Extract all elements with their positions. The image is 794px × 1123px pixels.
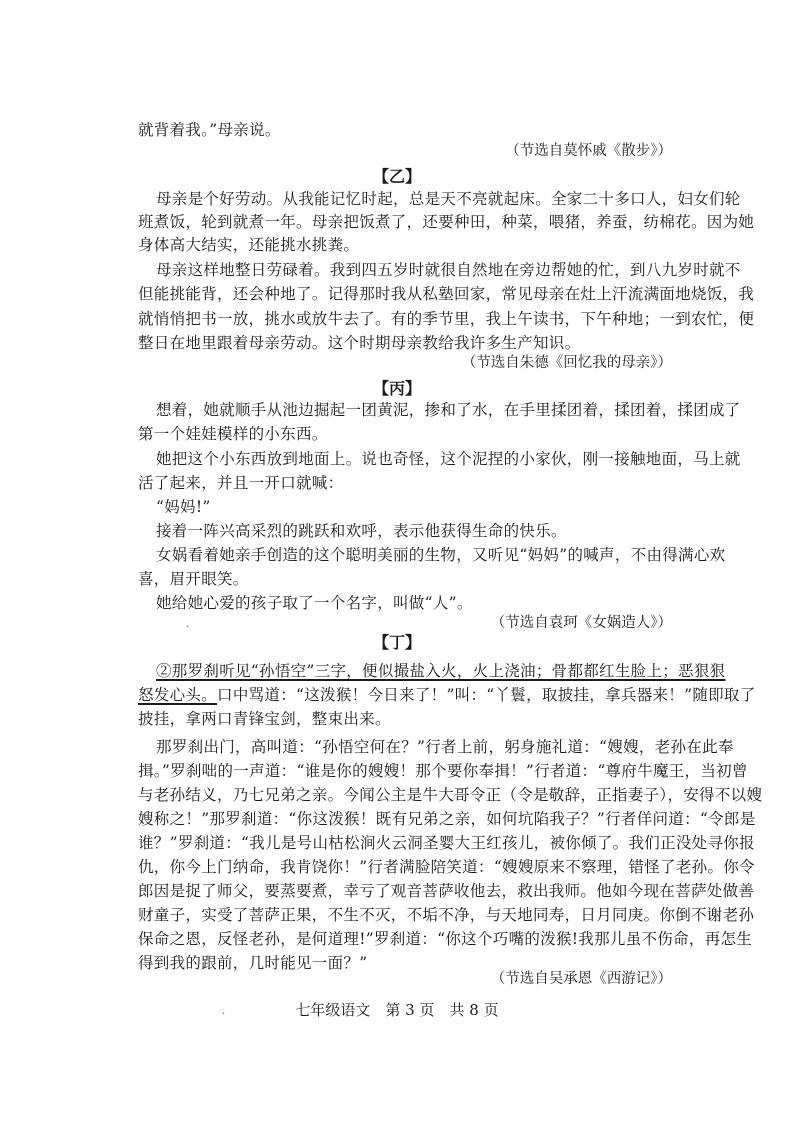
ding-line-4: 那罗刹出门，高叫道：“孙悟空何在？”行者上前，躬身施礼道：“嫂嫂，老孙在此奉 <box>156 738 734 756</box>
ding-line-3: 披挂，拿两口青锋宝剑，整束出来。 <box>138 710 391 728</box>
yi-line-6: 就悄悄把书一放，挑水或放牛去了。有的季节里，我上午读书，下午种地；一到农忙，便 <box>138 310 755 328</box>
bing-heading: 【丙】 <box>372 379 421 398</box>
ding-line-6: 与老孙结义，乃七兄弟之亲。今闻公主是牛大哥令正（令是敬辞，正指妻子），安得不以嫂 <box>138 786 763 804</box>
ding-line-12: 保命之恩，反怪老孙，是何道理!”罗刹道：“你这个巧嘴的泼猴!我那儿虽不伤命，再怎生 <box>138 930 753 948</box>
bing-line-4: 活了起来，并且一开口就喊： <box>138 474 344 492</box>
footer-speck: . <box>222 1006 226 1017</box>
bing-line-6: 接着一阵兴高采烈的跳跃和欢呼，表示他获得生命的快乐。 <box>156 522 567 540</box>
ding-line-11: 财童子，实受了菩萨正果，不生不灭，不垢不净，与天地同寿，日月同庚。你倒不谢老孙 <box>138 906 755 924</box>
yi-line-4: 母亲这样地整日劳碌着。我到四五岁时就很自然地在旁边帮她的忙，到八九岁时就不 <box>156 261 741 279</box>
yi-line-5: 但能挑能背，还会种地了。记得那时我从私塾回家，常见母亲在灶上汗流满面地烧饭，我 <box>138 285 755 303</box>
bing-line-2: 第一个娃娃模样的小东西。 <box>138 425 328 443</box>
ding-underlined-line-1: ②那罗刹听见“孙悟空”三字，便似撮盐入火，火上浇油；骨都都红生脸上；恶狠狠 <box>156 662 726 680</box>
ding-line-7: 嫂称之！”那罗刹道：“你这泼猴！既有兄弟之亲，如何坑陷我子？”行者佯问道：“令郎是 <box>138 810 756 828</box>
yi-line-3: 身体高大结实，还能挑水挑粪。 <box>138 236 360 254</box>
bing-line-7: 女娲看着她亲手创造的这个聪明美丽的生物，又听见“妈妈”的喊声，不由得满心欢 <box>156 546 726 564</box>
yi-line-2: 班煮饭，轮到就煮一年。母亲把饭煮了，还要种田，种菜，喂猪，养蚕，纺棉花。因为她 <box>138 213 755 231</box>
ding-heading: 【丁】 <box>372 633 421 652</box>
ding-underlined-phrase: 怒发心头。 <box>138 686 218 704</box>
yi-heading: 【乙】 <box>372 167 421 186</box>
bing-line-8: 喜，眉开眼笑。 <box>138 570 249 588</box>
ding-line-13: 得到我的跟前，几时能见一面？” <box>138 954 368 972</box>
page-footer: 七年级语文 第 3 页 共 8 页 <box>295 1001 499 1019</box>
yi-line-7: 整日在地里跟着母亲劳动。这个时期母亲教给我许多生产知识。 <box>138 334 581 352</box>
ding-line-2 <box>138 685 756 705</box>
ding-source: （节选自吴承恩《西游记》） <box>490 971 672 987</box>
jia-source: （节选自莫怀戚《散步》） <box>505 143 672 159</box>
yi-line-1: 母亲是个好劳动。从我能记忆时起，总是天不亮就起床。全家二十多口人，妇女们轮 <box>156 190 741 208</box>
jia-last-line: 就背着我。”母亲说。 <box>138 121 281 139</box>
ding-line-9: 仇，你今上门纳命，我肯饶你！”行者满脸陪笑道：“嫂嫂原来不察理，错怪了老孙。你令 <box>138 858 755 876</box>
bing-line-3: 她把这个小东西放到地面上。说也奇怪，这个泥捏的小家伙，刚一接触地面，马上就 <box>156 450 741 468</box>
bing-line-5: “妈妈!” <box>156 498 211 516</box>
bing-line-1: 想着，她就顺手从池边掘起一团黄泥，掺和了水，在手里揉团着，揉团着，揉团成了 <box>156 401 741 419</box>
scan-speck: · <box>186 622 190 633</box>
bing-line-9: 她给她心爱的孩子取了一个名字，叫做“人”。 <box>156 594 473 612</box>
yi-source: （节选自朱德《回忆我的母亲》） <box>461 355 672 371</box>
ding-line-2-rest: 口中骂道：“这泼猴！今日来了！”叫：“丫鬟，取披挂，拿兵器来！”随即取了 <box>217 686 756 704</box>
ding-line-10: 郎因是捉了师父，要蒸要煮，幸亏了观音菩萨收他去，救出我师。他如今现在菩萨处做善 <box>138 882 755 900</box>
ding-line-8: 谁？”罗刹道：“我儿是号山枯松涧火云洞圣婴大王红孩儿，被你倾了。我们正没处寻你报 <box>138 834 755 852</box>
ding-line-5: 揖。”罗刹咄的一声道：“谁是你的嫂嫂！那个要你奉揖！”行者道：“尊府牛魔王，当初曾 <box>138 762 748 780</box>
bing-source: （节选自袁珂《女娲造人》） <box>490 615 672 631</box>
